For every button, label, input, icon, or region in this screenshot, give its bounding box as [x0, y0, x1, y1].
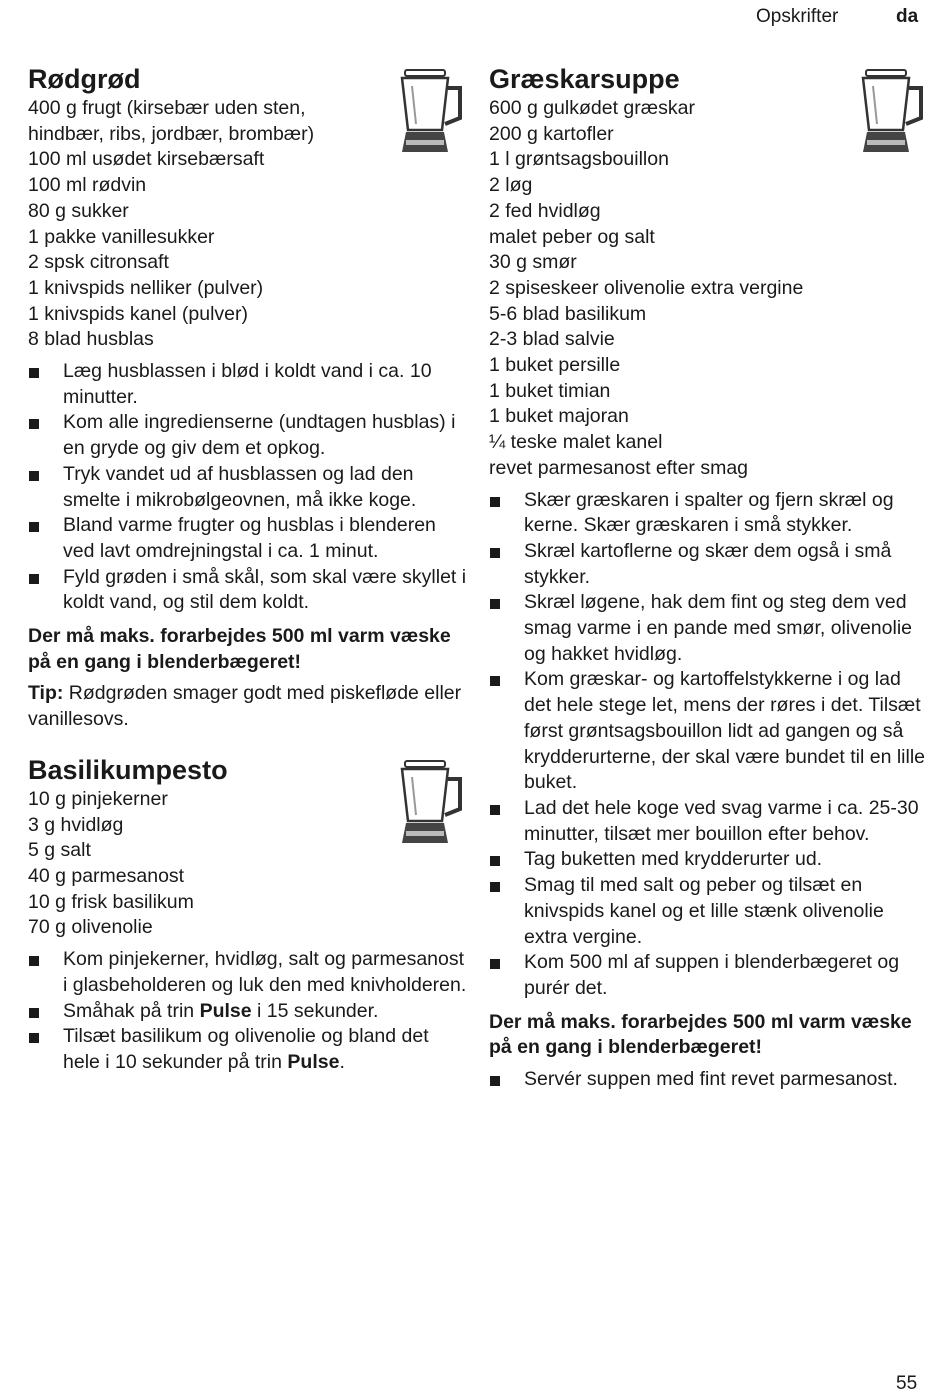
step-list — [28, 359, 468, 616]
ingredient-item: 2 fed hvidløg — [489, 199, 601, 222]
ingredient-item: 80 g sukker — [28, 199, 129, 222]
square-bullet-icon — [490, 497, 500, 507]
ingredient-item: 2-3 blad salvie — [489, 328, 615, 351]
ingredient-item: 10 g frisk basilikum — [28, 890, 194, 913]
step-text: i 15 sekunder. — [251, 999, 379, 1022]
ingredient-item: 1 buket persille — [489, 354, 621, 377]
step-text: Kom 500 ml af suppen i blenderbægeret og purér det. — [524, 951, 900, 999]
step-text: Lad det hele koge ved svag varme i ca. 25-30 minutter, tilsæt mer bouillon efter behov. — [524, 796, 919, 845]
ingredient-item: 1 pakke vanillesukker — [28, 225, 215, 248]
recipe-basilikumpesto — [28, 753, 468, 1076]
ingredient-item: 70 g olivenolie — [28, 916, 153, 939]
step-text: Småhak på trin — [63, 999, 200, 1022]
left-column — [28, 62, 468, 1076]
ingredient-item: 1 buket majoran — [489, 405, 629, 428]
ingredient-item: 2 spiseskeer olivenolie extra vergine — [489, 276, 804, 299]
step-item — [28, 947, 468, 998]
step-item — [489, 847, 929, 873]
step-list — [489, 1067, 929, 1093]
square-bullet-icon — [29, 471, 39, 481]
step-text: Skær græskaren i spalter og fjern skræl og kerne. Skær græskaren i små stykker. — [524, 488, 894, 537]
step-text: Tag buketten med krydderurter ud. — [524, 848, 823, 871]
step-item — [28, 999, 468, 1025]
step-text: . — [339, 1050, 345, 1073]
step-text: Skræl løgene, hak dem fint og steg dem ved smag varme i en pande med smør, olivenolie og hakket hvidløg. — [524, 591, 913, 665]
square-bullet-icon — [490, 1076, 500, 1086]
ingredient-item: 3 g hvidløg — [28, 813, 124, 836]
header-language-code: da — [896, 6, 919, 27]
step-item — [489, 950, 929, 1001]
step-item — [28, 565, 468, 616]
ingredient-item: 2 spsk citronsaft — [28, 251, 169, 274]
step-list — [28, 947, 468, 1076]
step-item — [489, 873, 929, 950]
step-text: Fyld grøden i små skål, som skal være skyllet i koldt vand, og stil dem koldt. — [63, 565, 467, 614]
step-item — [28, 513, 468, 564]
ingredient-item: ¼ teske malet kanel — [489, 431, 663, 454]
step-item — [28, 359, 468, 410]
step-item — [28, 410, 468, 461]
ingredient-item: 1 buket timian — [489, 379, 611, 402]
step-item — [28, 462, 468, 513]
recipe-title: Basilikumpesto — [28, 754, 228, 785]
ingredient-item: 40 g parmesanost — [28, 864, 185, 887]
step-text: Tilsæt basilikum og olivenolie og bland det hele i 10 sekunder på trin — [63, 1025, 429, 1073]
step-item — [489, 590, 929, 667]
ingredient-item: 1 l grøntsagsbouillon — [489, 148, 669, 171]
ingredient-item: 100 ml rødvin — [28, 174, 147, 197]
setting-pulse: Pulse — [287, 1050, 340, 1073]
step-text: Smag til med salt og peber og tilsæt en knivspids kanel og et lille stænk olivenolie extra vergine. — [524, 874, 884, 948]
step-text: Servér suppen med fint revet parmesanost. — [524, 1068, 898, 1091]
ingredient-item: 400 g frugt (kirsebær uden sten, — [28, 97, 306, 119]
blender-jug-icon — [853, 68, 927, 158]
square-bullet-icon — [29, 956, 39, 966]
step-list — [489, 488, 929, 1002]
step-item — [489, 667, 929, 796]
recipe-graeskarsuppe — [489, 62, 929, 1093]
ingredient-item: 2 løg — [489, 174, 533, 197]
ingredient-item: 1 knivspids nelliker (pulver) — [28, 276, 264, 299]
ingredient-item: malet peber og salt — [489, 225, 655, 248]
right-column — [489, 62, 929, 1093]
step-text: Kom græskar- og kartoffelstykkerne i og lad det hele stege let, mens der røres i det. Tilsæt først grøntsagsbouillon lidt ad gangen og så krydderurterne, der skal være bundet til en lille buket. — [524, 668, 926, 794]
page-number: 55 — [896, 1373, 918, 1394]
square-bullet-icon — [490, 548, 500, 558]
square-bullet-icon — [490, 959, 500, 969]
ingredient-item: 5-6 blad basilikum — [489, 302, 647, 325]
ingredient-item: revet parmesanost efter smag — [489, 456, 749, 479]
square-bullet-icon — [29, 522, 39, 532]
step-item — [28, 1024, 468, 1075]
square-bullet-icon — [29, 574, 39, 584]
tip-text: Rødgrøden smager godt med piskefløde eller vanillesovs. — [28, 682, 462, 731]
ingredient-item: 100 ml usødet kirsebærsaft — [28, 148, 265, 171]
square-bullet-icon — [29, 368, 39, 378]
square-bullet-icon — [490, 599, 500, 609]
ingredient-item: 600 g gulkødet græskar — [489, 97, 695, 119]
square-bullet-icon — [29, 1033, 39, 1043]
header-section-label: Opskrifter — [756, 6, 839, 27]
ingredient-item: 30 g smør — [489, 251, 577, 274]
step-text: Kom pinjekerner, hvidløg, salt og parmesanost i glasbeholderen og luk den med knivholderen. — [63, 948, 467, 996]
step-text: Tryk vandet ud af husblassen og lad den smelte i mikrobølgeovnen, må ikke koge. — [63, 462, 417, 511]
square-bullet-icon — [490, 856, 500, 866]
warning-note: Der må maks. forarbejdes 500 ml varm væske på en gang i blenderbægeret! — [28, 625, 451, 673]
recipe-rodgrod — [28, 62, 468, 733]
ingredient-item: hindbær, ribs, jordbær, brombær) — [28, 122, 315, 145]
ingredient-item: 8 blad husblas — [28, 328, 154, 351]
step-text: Kom alle ingredienserne (undtagen husblas) i en gryde og giv dem et opkog. — [63, 411, 456, 460]
ingredient-item: 200 g kartofler — [489, 122, 614, 145]
step-item — [489, 539, 929, 590]
recipe-title: Græskarsuppe — [489, 64, 680, 94]
step-item — [489, 488, 929, 539]
tip-note — [28, 681, 468, 732]
step-item — [489, 796, 929, 847]
square-bullet-icon — [29, 1008, 39, 1018]
blender-jug-icon — [392, 759, 466, 849]
ingredient-item: 5 g salt — [28, 839, 91, 862]
recipe-title: Rødgrød — [28, 64, 141, 94]
warning-note: Der må maks. forarbejdes 500 ml varm væske på en gang i blenderbægeret! — [489, 1010, 912, 1059]
square-bullet-icon — [490, 805, 500, 815]
square-bullet-icon — [490, 676, 500, 686]
ingredient-item: 1 knivspids kanel (pulver) — [28, 302, 249, 325]
step-text: Bland varme frugter og husblas i blenderen ved lavt omdrejningstal i ca. 1 minut. — [63, 514, 436, 562]
square-bullet-icon — [490, 882, 500, 892]
ingredient-item: 10 g pinjekerner — [28, 787, 168, 810]
blender-jug-icon — [392, 68, 466, 158]
step-text: Læg husblassen i blød i koldt vand i ca. 10 minutter. — [63, 360, 432, 408]
setting-pulse: Pulse — [199, 999, 252, 1022]
step-item — [489, 1067, 929, 1093]
step-text: Skræl kartoflerne og skær dem også i små stykker. — [524, 539, 892, 588]
tip-label: Tip: — [28, 682, 64, 705]
square-bullet-icon — [29, 419, 39, 429]
